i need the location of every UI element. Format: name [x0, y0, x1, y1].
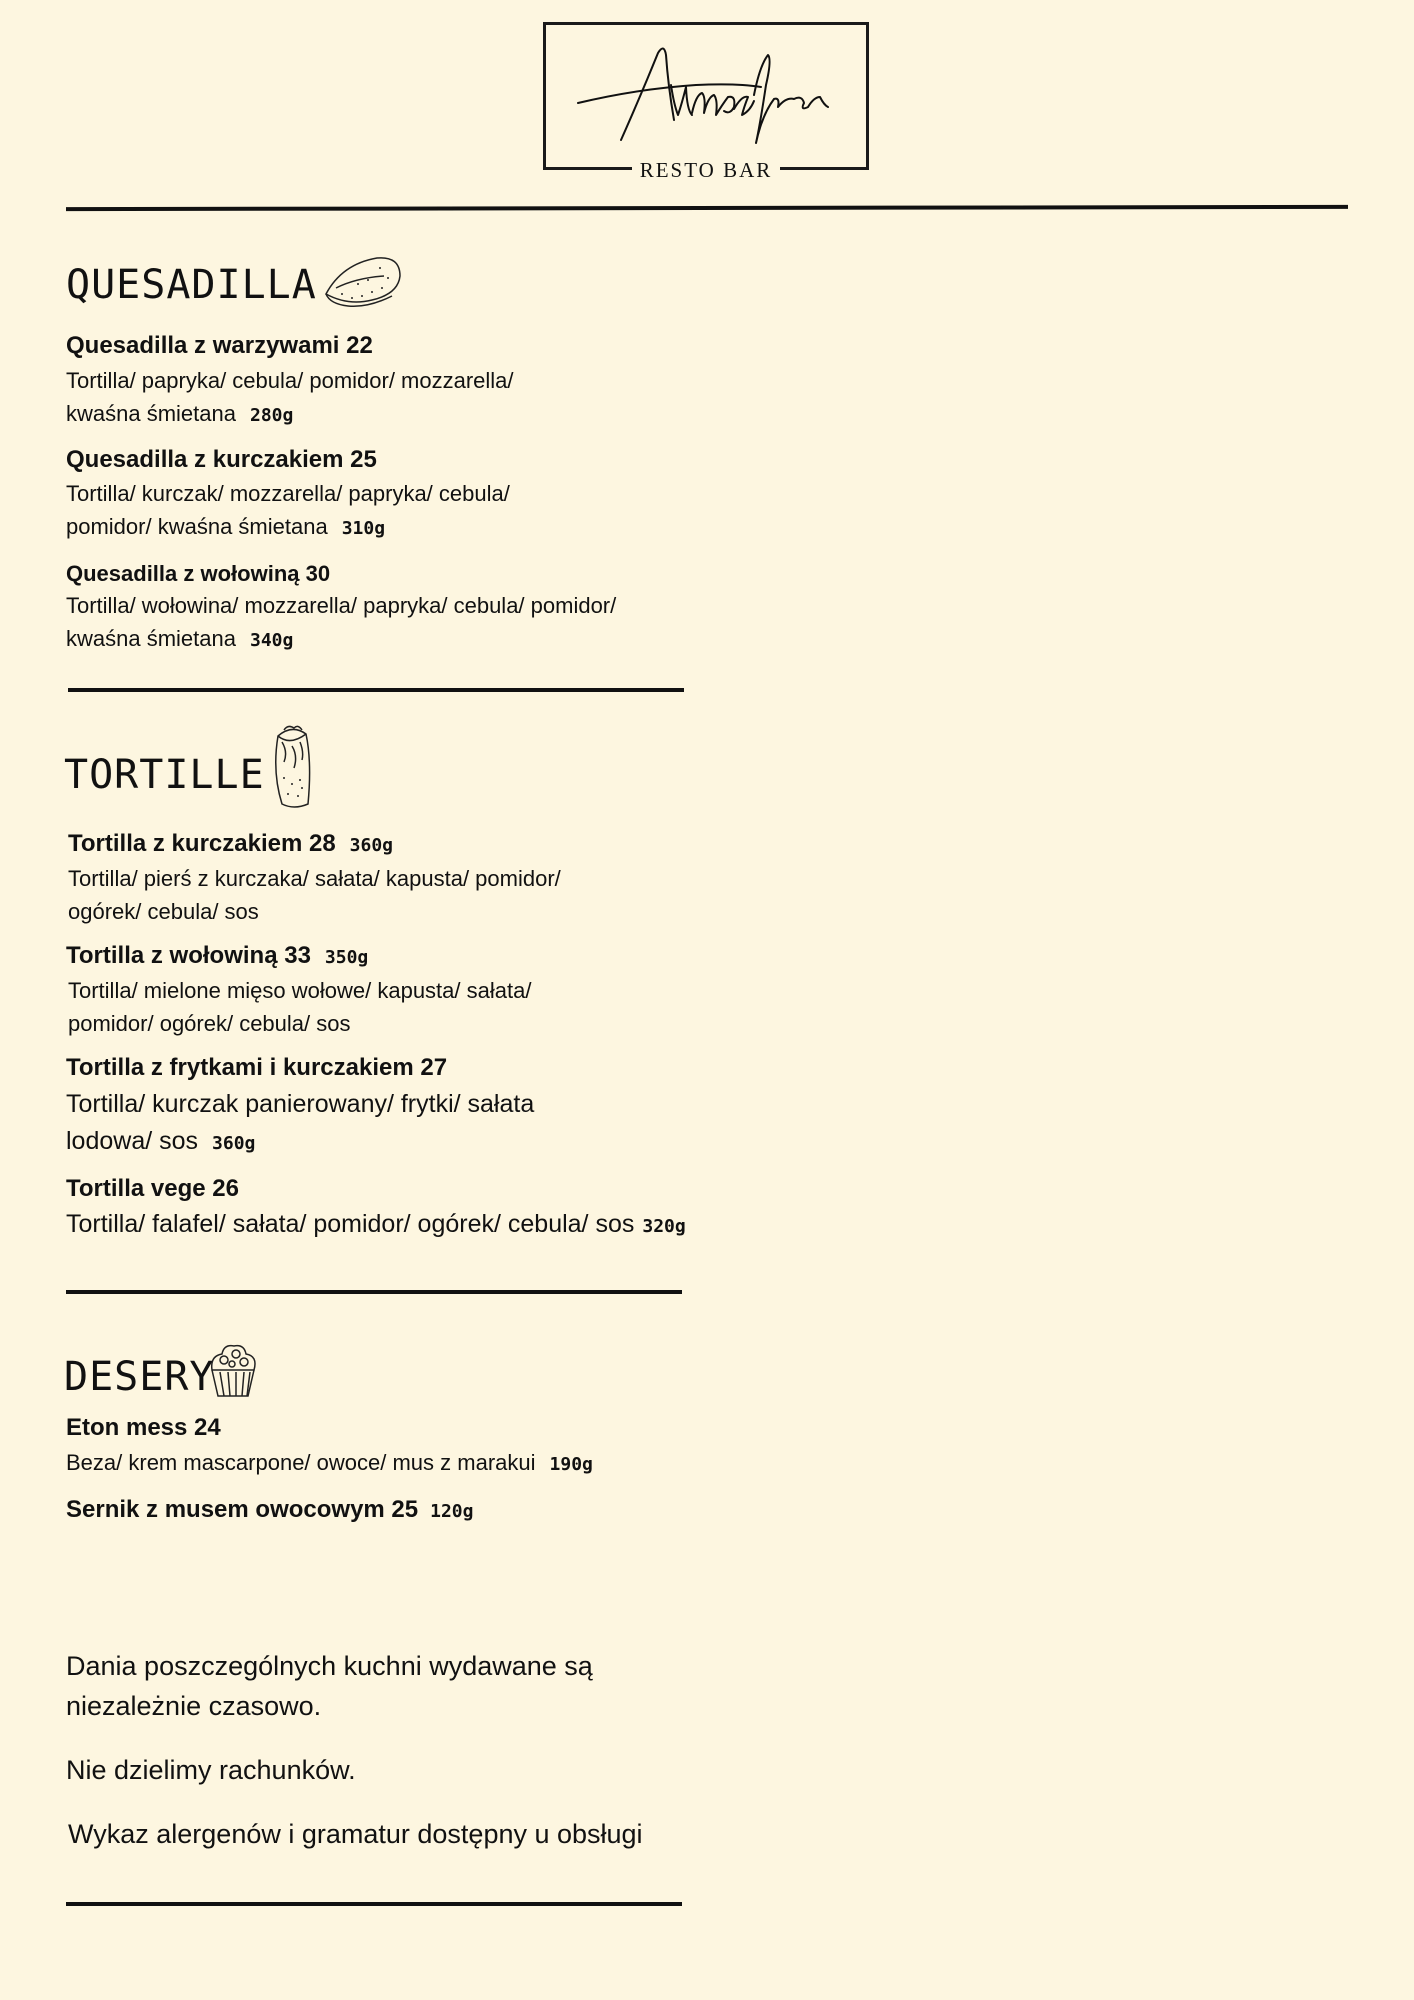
- item-weight: 310g: [341, 518, 386, 539]
- item-desc-line2: pomidor/ kwaśna śmietana: [66, 514, 328, 539]
- item-desc-line2: pomidor/ ogórek/ cebula/ sos: [68, 1011, 351, 1036]
- section-divider: [66, 1290, 682, 1294]
- item-desc-line1: Tortilla/ falafel/ sałata/ pomidor/ ogórek/ cebula/ sos: [66, 1210, 635, 1238]
- item-name: Tortilla z frytkami i kurczakiem 27: [66, 1054, 448, 1081]
- logo: [543, 22, 869, 182]
- item-name: [66, 942, 368, 970]
- wrap-icon: [268, 722, 318, 810]
- item-desc-line2: kwaśna śmietana: [66, 401, 236, 426]
- item-name: Tortilla vege 26: [66, 1175, 239, 1202]
- item-weight: 280g: [249, 405, 294, 426]
- item-name-text: Sernik z musem owocowym 25: [66, 1496, 419, 1523]
- item-description: [66, 1086, 534, 1162]
- item-desc-line1: Beza/ krem mascarpone/ owoce/ mus z marakui: [66, 1450, 536, 1475]
- note-line2: niezależnie czasowo.: [66, 1691, 322, 1721]
- item-weight: 120g: [430, 1501, 474, 1522]
- item-name: Eton mess 24: [66, 1414, 221, 1441]
- note-kitchen-timing: [66, 1646, 593, 1726]
- item-name: Quesadilla z warzywami 22: [66, 332, 373, 359]
- quesadilla-icon: [322, 254, 404, 312]
- item-desc-line1: Tortilla/ wołowina/ mozzarella/ papryka/ cebula/ pomidor/: [66, 593, 617, 618]
- cupcake-icon: [206, 1342, 260, 1400]
- item-description: [66, 589, 616, 657]
- item-description: [68, 862, 561, 928]
- item-weight: 350g: [324, 947, 369, 968]
- item-desc-line2: ogórek/ cebula/ sos: [68, 899, 259, 924]
- item-weight: 320g: [642, 1216, 686, 1237]
- item-description: [66, 1446, 593, 1481]
- item-name: [66, 1496, 473, 1524]
- atmosfera-script-logo: [546, 25, 866, 167]
- item-weight: 340g: [249, 630, 294, 651]
- item-name: [68, 830, 393, 858]
- item-name-text: Tortilla z kurczakiem 28: [68, 830, 336, 857]
- item-desc-line1: Tortilla/ kurczak panierowany/ frytki/ sałata: [66, 1090, 535, 1118]
- item-weight: 190g: [549, 1454, 593, 1475]
- item-desc-line2: lodowa/ sos: [66, 1127, 199, 1155]
- item-description: [68, 974, 531, 1040]
- section-title-desery: DESERY: [64, 1354, 215, 1400]
- item-desc-line1: Tortilla/ pierś z kurczaka/ sałata/ kapusta/ pomidor/: [68, 866, 561, 891]
- item-description: [66, 364, 514, 432]
- item-desc-line1: Tortilla/ papryka/ cebula/ pomidor/ mozzarella/: [66, 368, 514, 393]
- header-divider: [66, 205, 1348, 211]
- section-title-quesadilla: QUESADILLA: [66, 262, 317, 308]
- item-desc-line2: kwaśna śmietana: [66, 626, 236, 651]
- logo-subtitle: RESTO BAR: [632, 158, 781, 182]
- item-weight: 360g: [349, 835, 394, 856]
- item-description: [66, 477, 510, 545]
- item-desc-line1: Tortilla/ kurczak/ mozzarella/ papryka/ cebula/: [66, 481, 510, 506]
- note-allergens: Wykaz alergenów i gramatur dostępny u obsługi: [68, 1819, 643, 1849]
- item-name: Quesadilla z wołowiną 30: [66, 561, 331, 586]
- footer-divider: [66, 1902, 682, 1906]
- item-weight: 360g: [212, 1133, 256, 1154]
- section-divider: [68, 688, 684, 692]
- item-desc-line1: Tortilla/ mielone mięso wołowe/ kapusta/ sałata/: [68, 978, 532, 1003]
- item-description: [66, 1206, 686, 1245]
- item-name: Quesadilla z kurczakiem 25: [66, 446, 377, 473]
- item-name-text: Tortilla z wołowiną 33: [66, 942, 311, 969]
- note-no-split-bills: Nie dzielimy rachunków.: [66, 1755, 356, 1785]
- note-line1: Dania poszczególnych kuchni wydawane są: [66, 1651, 593, 1681]
- section-title-tortille: TORTILLE: [64, 752, 265, 798]
